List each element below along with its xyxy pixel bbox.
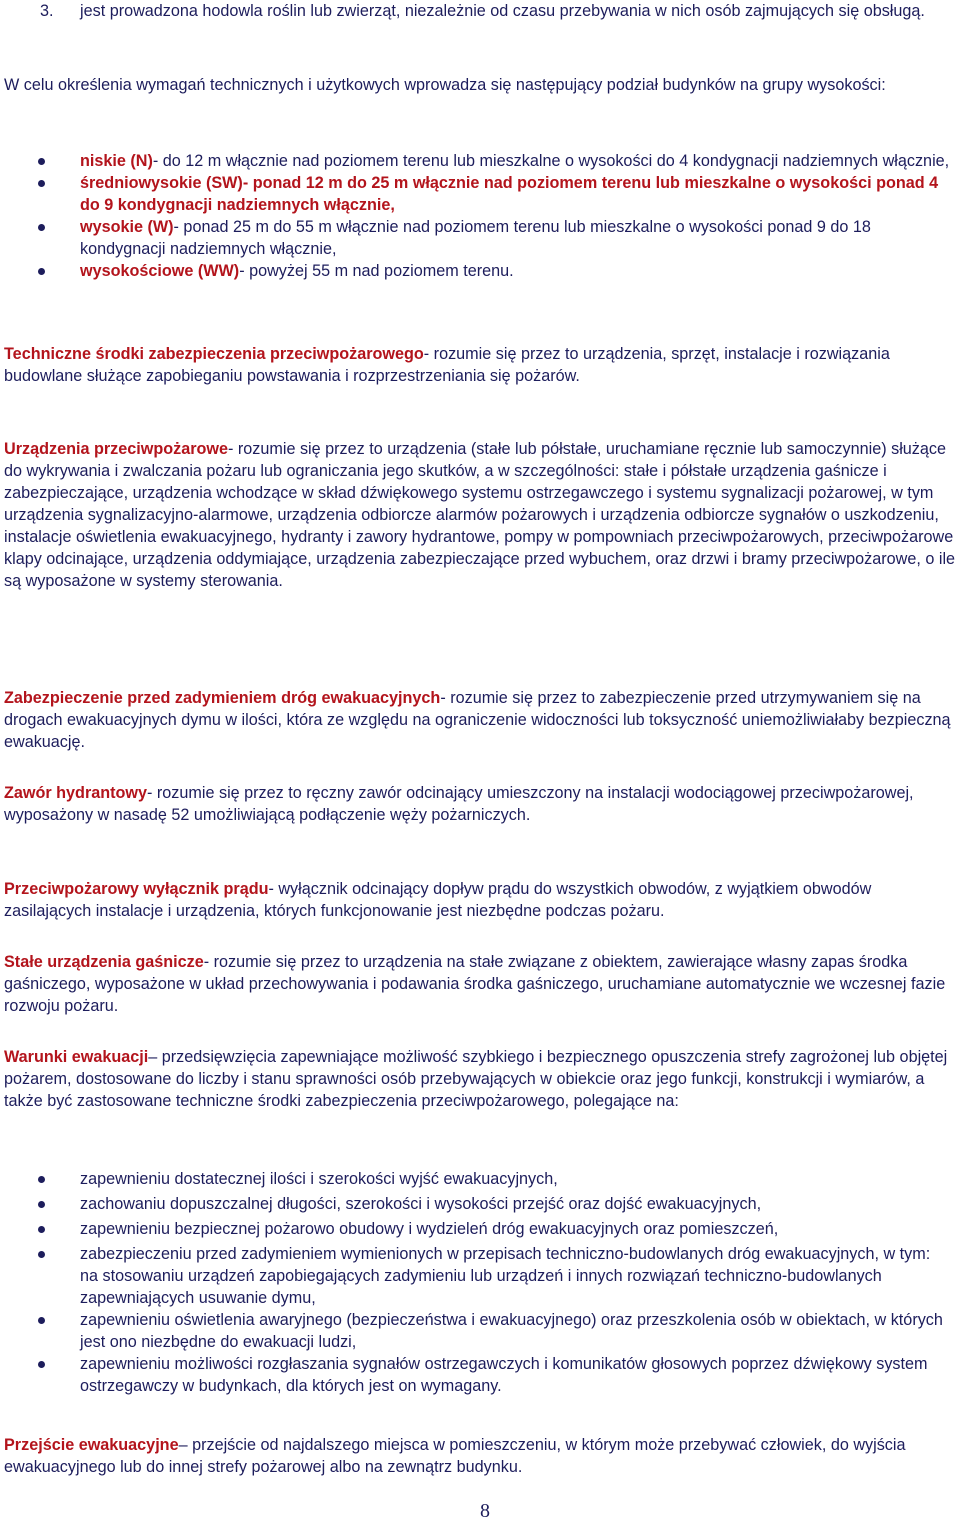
definition-paragraph: [4, 687, 958, 753]
bullet-icon: [38, 1251, 45, 1258]
list-item: [0, 150, 950, 172]
bullet-icon: [38, 180, 45, 187]
group-desc: - do 12 m włącznie nad poziomem terenu lub mieszkalne o wysokości do 4 kondygnacji nadziemnych włącznie,: [152, 152, 950, 170]
list-item: zapewnieniu możliwości rozgłaszania sygnałów ostrzegawczych i komunikatów głosowych poprzez dźwiękowy system ostrzegawczy w budynkach, dla których jest on wymagany.: [0, 1353, 950, 1397]
list-item: [0, 172, 950, 216]
definition-paragraph: [4, 438, 958, 592]
definition-desc: - rozumie się przez to urządzenia (stałe lub półstałe, uruchamiane ręcznie lub samoczynnie) służące do wykrywania i zwalczania pożaru lub ograniczania jego skutków, a w szczególności: stałe i półstałe urządzenia gaśnicze i zabezpieczające, urządzenia wchodzące w skład dźwiękowego systemu ostrzegawczego i systemu sygnalizacji pożarowej, w tym urządzenia sygnalizacyjno-alarmowe, urządzenia odbiorcze alarmów pożarowych i urządzenia odbiorcze sygnałów o uszkodzeniu, instalacje oświetlenia ewakuacyjnego, hydranty i zawory hydrantowe, pompy w pompowniach przeciwpożarowych, przeciwpożarowe klapy odcinające, urządzenia oddymiające, urządzenia zabezpieczające przed wybuchem, oraz drzwi i bramy przeciwpożarowe, o ile są wyposażone w systemy sterowania.: [4, 440, 956, 590]
definition-term: Warunki ewakuacji: [4, 1048, 149, 1066]
bullet-icon: [38, 268, 45, 275]
group-desc: - ponad 25 m do 55 m włącznie nad poziomem terenu lub mieszkalne o wysokości ponad 9 do 18 kondygnacji nadziemnych włącznie,: [80, 218, 871, 258]
list-item: [0, 216, 950, 260]
definition-desc: - rozumie się przez to urządzenia, sprzęt, instalacje i rozwiązania budowlane służące zapobieganiu powstawania i rozprzestrzeniania się pożarów.: [4, 345, 890, 385]
definition-term: Stałe urządzenia gaśnicze: [4, 953, 204, 971]
definition-paragraph: [4, 951, 958, 1017]
definition-term: Zabezpieczenie przed zadymieniem dróg ewakuacyjnych: [4, 689, 441, 707]
definition-paragraph: [4, 878, 958, 922]
group-term: wysokie (W): [80, 218, 174, 236]
height-groups-list: [0, 150, 960, 282]
list-item: zapewnieniu oświetlenia awaryjnego (bezpieczeństwa i ewakuacyjnego) oraz przeszkolenia osób w obiektach, w których jest ono niezbędne do ewakuacji ludzi,: [0, 1309, 950, 1353]
bullet-icon: [38, 158, 45, 165]
group-term: wysokościowe (WW): [80, 262, 240, 280]
list-item: zapewnieniu dostatecznej ilości i szerokości wyjść ewakuacyjnych,: [0, 1168, 950, 1190]
bullet-icon: [38, 1317, 45, 1324]
bullet-icon: [38, 224, 45, 231]
definition-paragraph: [4, 1046, 958, 1112]
list-item: zachowaniu dopuszczalnej długości, szerokości i wysokości przejść oraz dojść ewakuacyjnych,: [0, 1193, 950, 1215]
list-item: [0, 260, 950, 282]
definition-desc: – przejście od najdalszego miejsca w pomieszczeniu, w którym może przebywać człowiek, do wyjścia ewakuacyjnego lub do innej strefy pożarowej albo na zewnątrz budynku.: [4, 1436, 906, 1476]
list-item: zapewnieniu bezpiecznej pożarowo obudowy i wydzieleń dróg ewakuacyjnych oraz pomieszczeń,: [0, 1218, 950, 1240]
bullet-icon: [38, 1226, 45, 1233]
definition-paragraph: [4, 343, 958, 387]
group-desc: - powyżej 55 m nad poziomem terenu.: [239, 262, 514, 280]
group-term: średniowysokie (SW): [80, 174, 243, 192]
group-desc: - ponad 12 m do 25 m włącznie nad poziomem terenu lub mieszkalne o wysokości ponad 4 do 9 kondygnacji nadziemnych włącznie,: [80, 174, 939, 214]
definition-desc: - rozumie się przez to zabezpieczenie przed utrzymywaniem się na drogach ewakuacyjnych dymu w ilości, która ze względu na ograniczenie widoczności lub toksyczność uniemożliwiałaby bezpieczną ewakuację.: [4, 689, 951, 751]
definition-paragraph: [4, 782, 958, 826]
definition-term: Przeciwpożarowy wyłącznik prądu: [4, 880, 269, 898]
definition-desc: – przedsięwzięcia zapewniające możliwość szybkiego i bezpiecznego opuszczenia strefy zagrożonej lub objętej pożarem, dostosowane do liczby i stanu sprawności osób przebywających w obiekcie oraz jego funkcji, konstrukcji i wymiarów, a także być zastosowane techniczne środki zabezpieczenia przeciwpożarowego, polegające na:: [4, 1048, 948, 1110]
bullet-icon: [38, 1176, 45, 1183]
definition-term: Urządzenia przeciwpożarowe: [4, 440, 228, 458]
definition-term: Techniczne środki zabezpieczenia przeciwpożarowego: [4, 345, 424, 363]
definition-desc: - rozumie się przez to ręczny zawór odcinający umieszczony na instalacji wodociągowej przeciwpożarowej, wyposażony w nasadę 52 umożliwiającą podłączenie węży pożarniczych.: [4, 784, 914, 824]
page-number: 8: [480, 1500, 490, 1522]
definition-desc: - rozumie się przez to urządzenia na stałe związane z obiektem, zawierające własny zapas środka gaśniczego, wyposażone w układ przechowywania i podawania środka gaśniczego, uruchamiane automatycznie we wczesnej fazie rozwoju pożaru.: [4, 953, 946, 1015]
definition-term: Przejście ewakuacyjne: [4, 1436, 179, 1454]
bullet-icon: [38, 1361, 45, 1368]
list-item-text: jest prowadzona hodowla roślin lub zwierząt, niezależnie od czasu przebywania w nich osób zajmujących się obsługą.: [80, 2, 925, 20]
definition-paragraph: [4, 1434, 958, 1478]
list-item: zabezpieczeniu przed zadymieniem wymienionych w przepisach techniczno-budowlanych dróg ewakuacyjnych, w tym: na stosowaniu urządzeń zapobiegających zadymieniu lub urządzeń i innych rozwiązań techniczno-budowlanych zapewniających usuwanie dymu,: [0, 1243, 950, 1309]
list-number: 3.: [40, 2, 54, 20]
intro-paragraph: W celu określenia wymagań technicznych i użytkowych wprowadza się następujący podział budynków na grupy wysokości:: [4, 76, 886, 94]
group-term: niskie (N): [80, 152, 153, 170]
definition-desc: - wyłącznik odcinający dopływ prądu do wszystkich obwodów, z wyjątkiem obwodów zasilających instalacje i urządzenia, których funkcjonowanie jest niezbędne podczas pożaru.: [4, 880, 872, 920]
bullet-icon: [38, 1201, 45, 1208]
evacuation-conditions-list: [0, 1168, 960, 1397]
definition-term: Zawór hydrantowy: [4, 784, 148, 802]
